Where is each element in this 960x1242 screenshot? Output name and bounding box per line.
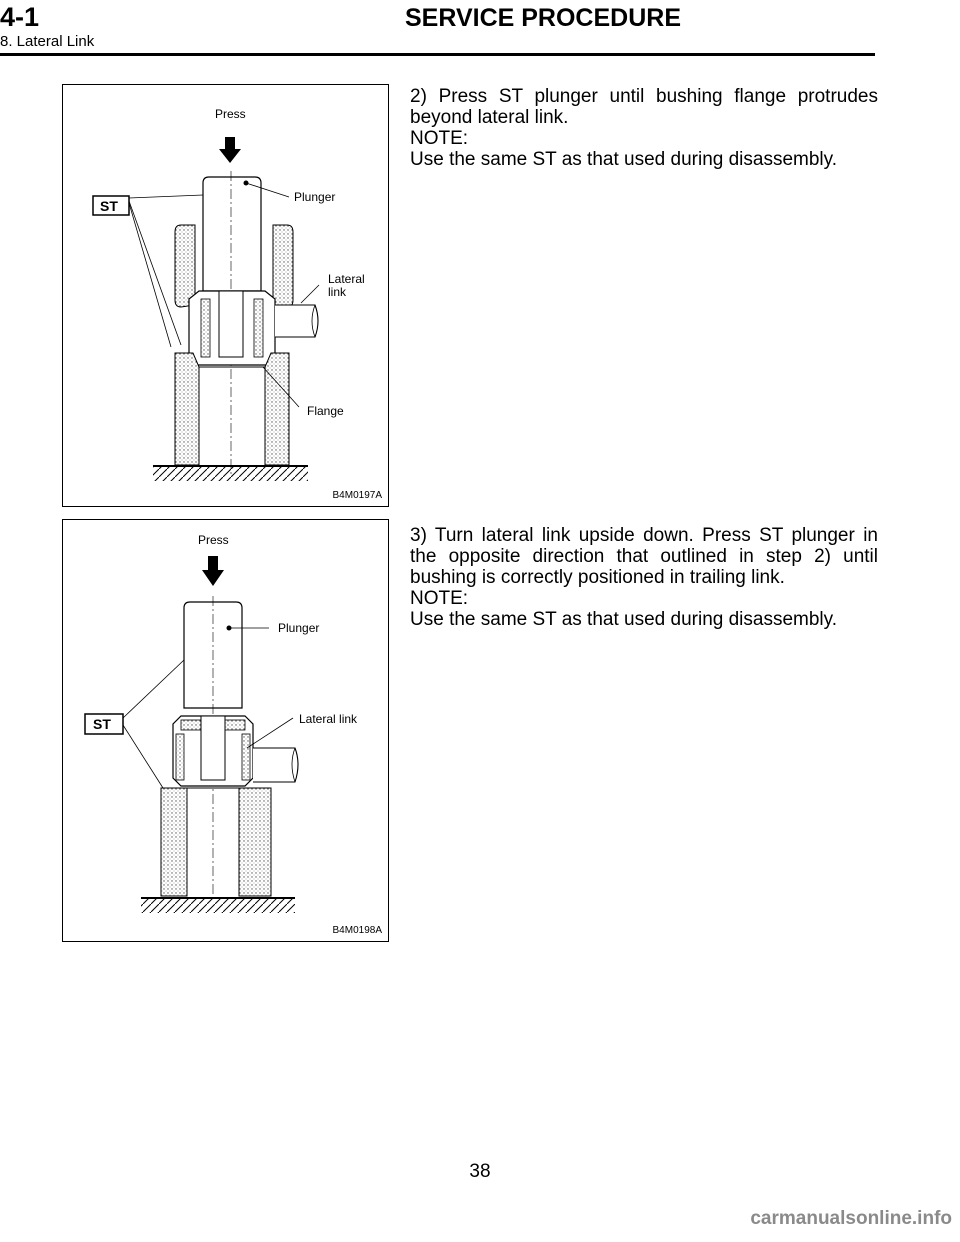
figure-2-drawing <box>63 520 388 941</box>
st-label: ST <box>100 198 118 214</box>
press-label: Press <box>198 533 229 547</box>
lateral-label-line2: link <box>328 285 347 299</box>
press-arrow-icon <box>202 556 224 586</box>
step-3-note-label: NOTE: <box>410 588 469 609</box>
step-2-text <box>410 86 878 170</box>
figure-2 <box>62 519 389 942</box>
plunger-label: Plunger <box>294 190 336 204</box>
step-2-instruction: 2) Press ST plunger until bushing flange protrudes beyond lateral link. <box>410 86 878 128</box>
step-2-note-text: Use the same ST as that used during disassembly. <box>410 149 838 170</box>
watermark: carmanualsonline.info <box>750 1208 952 1229</box>
step-3-text <box>410 525 878 630</box>
section-number: 4-1 <box>0 2 40 32</box>
press-arrow-icon <box>219 137 241 163</box>
figure-1-drawing <box>63 85 388 506</box>
subsection-title: 8. Lateral Link <box>0 33 95 50</box>
figure-1-code: B4M0197A <box>332 490 382 501</box>
step-3-note-text: Use the same ST as that used during disassembly. <box>410 609 838 630</box>
lateral-link-label: Lateral link <box>299 712 358 726</box>
lateral-label-line1: Lateral <box>328 272 365 286</box>
figure-1 <box>62 84 389 507</box>
step-3-instruction: 3) Turn lateral link upside down. Press ST plunger in the opposite direction that outlined in step 2) until bushing is correctly positioned in trailing link. <box>410 525 878 588</box>
flange-label: Flange <box>307 404 344 418</box>
press-label: Press <box>215 107 246 121</box>
header-rule <box>0 53 875 56</box>
page-number: 38 <box>469 1161 491 1182</box>
step-2-note-label: NOTE: <box>410 128 469 149</box>
st-label: ST <box>93 716 111 732</box>
figure-2-code: B4M0198A <box>332 925 382 936</box>
plunger-label: Plunger <box>278 621 320 635</box>
page-title: SERVICE PROCEDURE <box>405 4 681 32</box>
